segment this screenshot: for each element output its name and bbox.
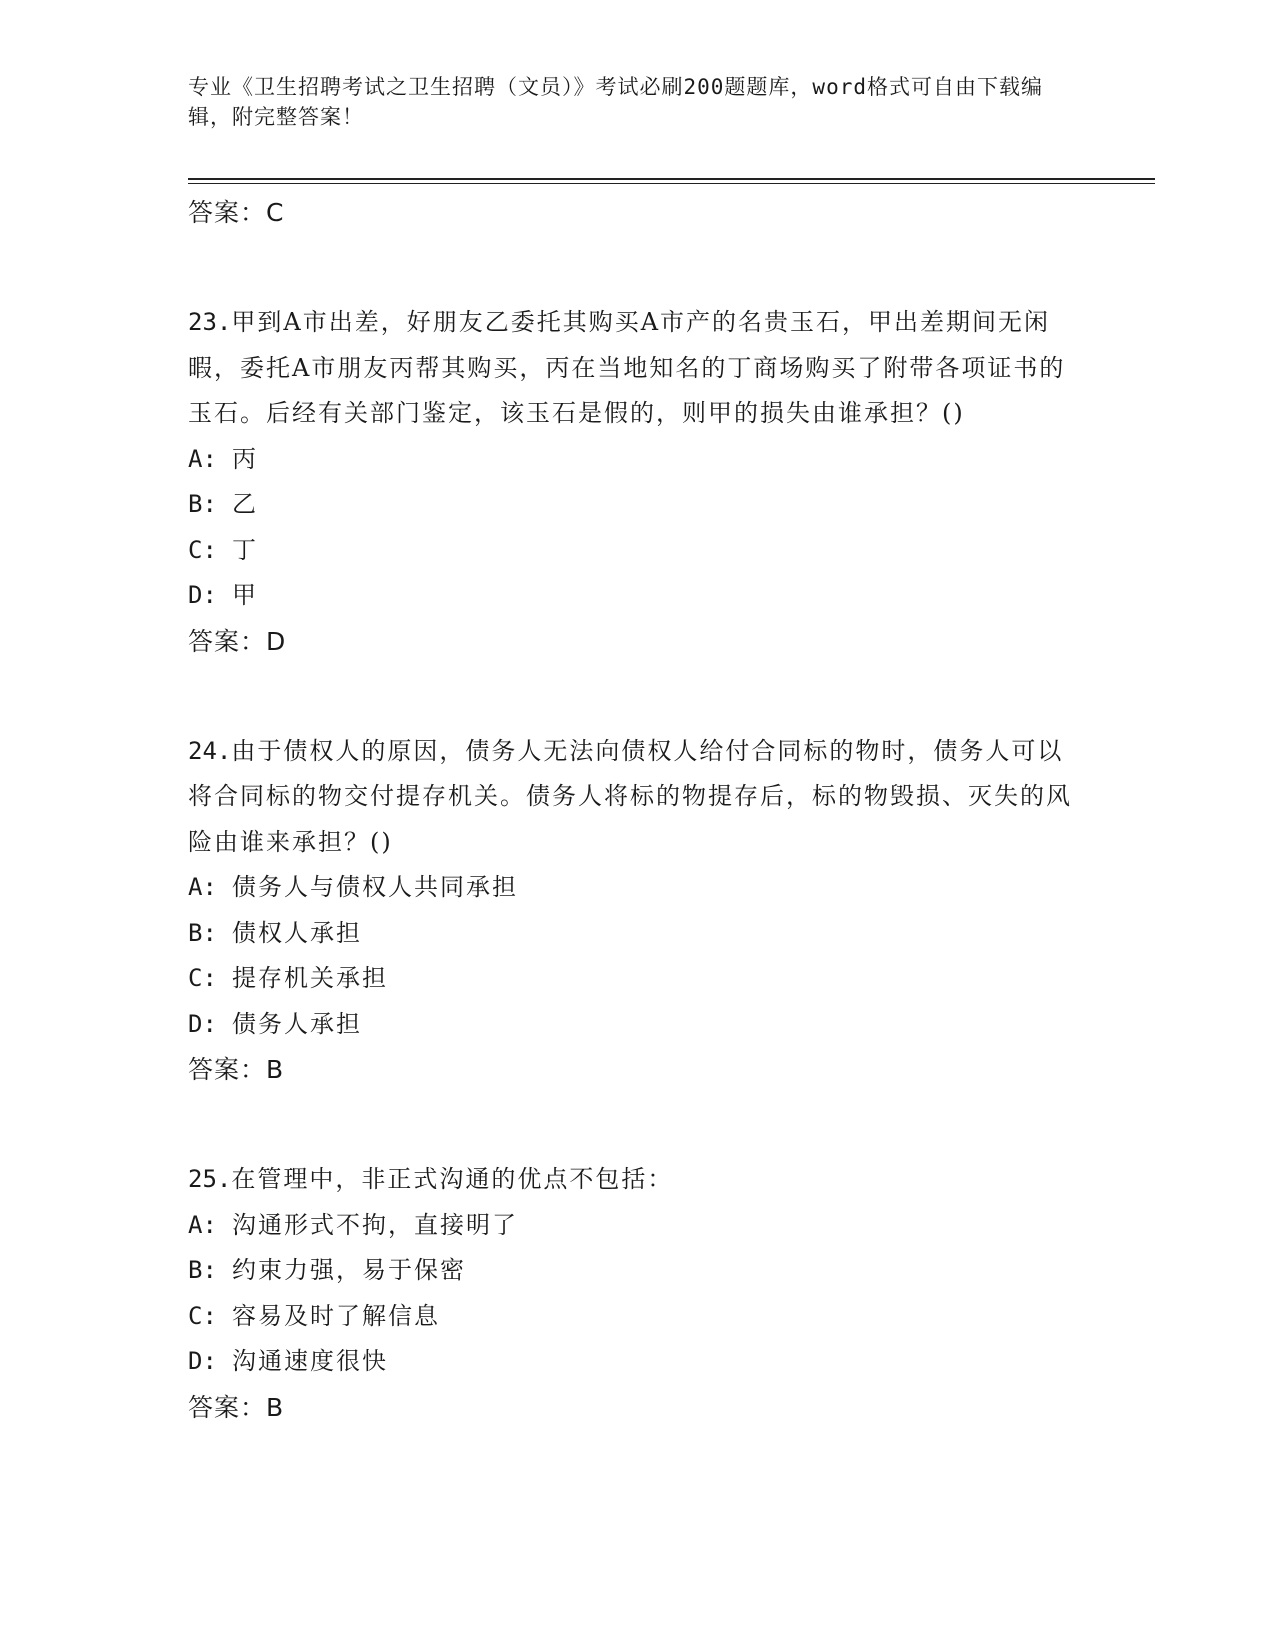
option-text: 约束力强，易于保密 xyxy=(232,1256,466,1284)
question-block xyxy=(188,1157,1078,1431)
option-text: 沟通形式不拘，直接明了 xyxy=(232,1210,518,1239)
option-a xyxy=(188,865,1078,911)
option-letter: D: xyxy=(188,1347,217,1375)
option-c xyxy=(188,528,1078,574)
answer-line: 答案：B xyxy=(188,1392,285,1422)
question-body: 甲到A市出差，好朋友乙委托其购买A市产的名贵玉石，甲出差期间无闲暇，委托A市朋友丙帮其购买，丙在当地知名的丁商场购买了附带各项证书的玉石。后经有关部门鉴定，该玉石是假的，则甲的损失由谁承担？() xyxy=(188,308,1066,427)
option-letter: D: xyxy=(188,581,217,609)
option-text: 沟通速度很快 xyxy=(232,1347,388,1375)
option-letter: A: xyxy=(188,873,217,901)
option-letter: C: xyxy=(188,535,217,564)
option-a xyxy=(188,1203,1078,1249)
question-block xyxy=(188,300,1078,665)
option-letter: B: xyxy=(188,918,217,947)
option-d xyxy=(188,573,1078,619)
option-text: 提存机关承担 xyxy=(232,964,388,992)
option-letter: B: xyxy=(188,1256,217,1284)
document-header: 专业《卫生招聘考试之卫生招聘（文员）》考试必刷200题题库，word格式可自由下载编辑，附完整答案！ xyxy=(188,75,1043,129)
option-letter: A: xyxy=(188,444,217,473)
option-text: 甲 xyxy=(232,581,258,609)
question-text xyxy=(188,729,1078,866)
option-b xyxy=(188,482,1078,528)
question-text xyxy=(188,300,1078,437)
answer-line: 答案：C xyxy=(188,198,285,227)
option-d xyxy=(188,1002,1078,1048)
option-text: 乙 xyxy=(232,490,258,518)
option-c xyxy=(188,956,1078,1002)
document-body xyxy=(188,190,1078,1431)
option-d xyxy=(188,1339,1078,1385)
option-b xyxy=(188,911,1078,957)
question-number: 25. xyxy=(188,1165,232,1193)
question-block xyxy=(188,729,1078,1094)
question-body: 在管理中，非正式沟通的优点不包括： xyxy=(231,1165,674,1193)
option-letter: A: xyxy=(188,1210,217,1239)
option-letter: D: xyxy=(188,1009,217,1038)
option-b xyxy=(188,1248,1078,1294)
option-letter: C: xyxy=(188,1301,217,1330)
option-text: 债权人承担 xyxy=(232,918,362,947)
option-text: 债务人承担 xyxy=(232,1009,362,1038)
answer-line: 答案：D xyxy=(188,626,287,656)
question-text xyxy=(188,1157,1078,1203)
header-rule-thin xyxy=(188,183,1155,184)
option-letter: C: xyxy=(188,964,217,992)
question-body: 由于债权人的原因，债务人无法向债权人给付合同标的物时，债务人可以将合同标的物交付提存机关。债务人将标的物提存后，标的物毁损、灭失的风险由谁来承担？() xyxy=(188,736,1072,856)
option-a xyxy=(188,437,1078,483)
header-rule-thick xyxy=(188,178,1155,180)
option-text: 债务人与债权人共同承担 xyxy=(232,873,518,901)
option-c xyxy=(188,1294,1078,1340)
option-text: 容易及时了解信息 xyxy=(232,1301,440,1330)
option-text: 丁 xyxy=(232,535,258,564)
question-number: 24. xyxy=(188,736,232,765)
option-text: 丙 xyxy=(232,444,258,473)
answer-line: 答案：B xyxy=(188,1055,285,1084)
question-number: 23. xyxy=(188,308,232,336)
option-letter: B: xyxy=(188,490,217,518)
